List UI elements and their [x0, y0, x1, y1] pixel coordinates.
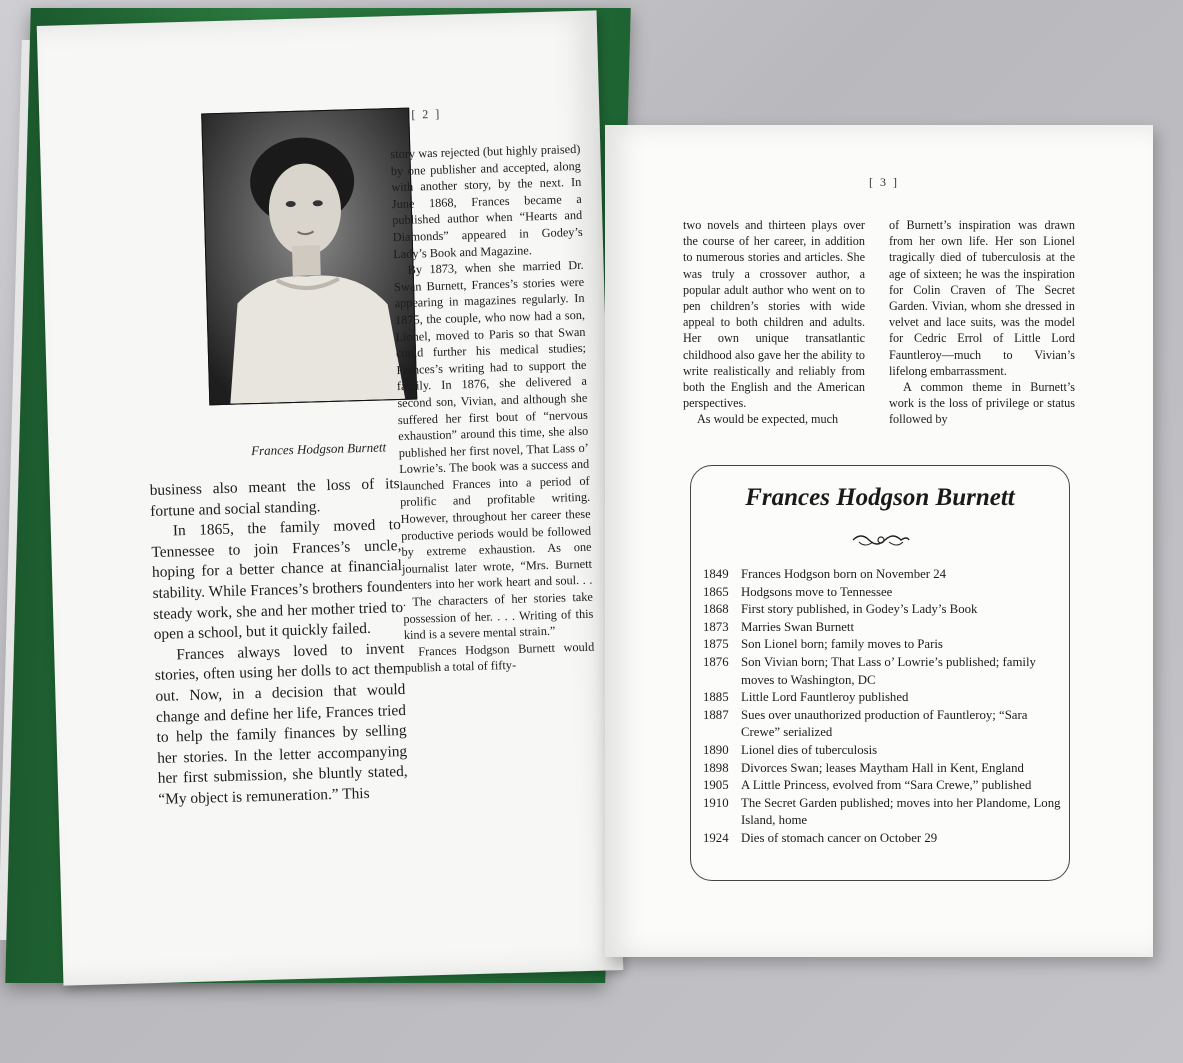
timeline-entry	[703, 619, 1063, 637]
timeline-year: 1887	[703, 707, 729, 722]
timeline-entry	[703, 601, 1063, 619]
paragraph: business also meant the loss of its fortune and social standing.	[149, 475, 400, 520]
timeline-list	[703, 566, 1063, 848]
left-page	[37, 10, 624, 985]
timeline-year: 1865	[703, 584, 729, 599]
timeline-entry	[703, 760, 1063, 778]
timeline-year: 1868	[703, 602, 729, 617]
timeline-text: Hodgsons move to Tennessee	[741, 584, 893, 599]
timeline-entry	[703, 777, 1063, 795]
timeline-text: Frances Hodgson born on November 24	[741, 567, 947, 581]
timeline-entry	[703, 689, 1063, 707]
right-column-text	[390, 141, 595, 677]
timeline-year: 1910	[703, 795, 729, 810]
paragraph: Frances always loved to invent stories, often using her dolls to act them out. Now, in a decision that would change and define her life, Frances tried to help the family finances by selling her stories. In the letter accompanying her first submission, she bluntly stated, “My object is remuneration.” This	[154, 639, 408, 808]
timeline-year: 1898	[703, 760, 729, 775]
paragraph: As would be expected, much	[697, 412, 839, 427]
timeline-text: A Little Princess, evolved from “Sara Crewe,” published	[741, 778, 1032, 793]
timeline-text: Sues over unauthorized production of Fauntleroy; “Sara Crewe” serialized	[741, 707, 1028, 740]
timeline-entry	[703, 830, 1063, 848]
timeline-text: Son Lionel born; family moves to Paris	[741, 637, 943, 652]
timeline-text: Little Lord Fauntleroy published	[741, 690, 909, 705]
timeline-entry	[703, 795, 1063, 830]
timeline-text: Son Vivian born; That Lass o’ Lowrie’s published; family moves to Washington, DC	[741, 654, 1036, 687]
page-number: [ 3 ]	[869, 175, 899, 189]
paragraph: A common theme in Burnett’s work is the loss of privilege or status followed by	[889, 380, 1075, 427]
timeline-entry	[703, 636, 1063, 654]
column-1-text	[683, 217, 865, 428]
paragraph: story was rejected (but highly praised) by one publisher and accepted, along with another story, by the next. In June 1868, Frances became a published author when “Hearts and Diamonds” appeared in Godey’s Lady’s Book and Magazine.	[390, 141, 583, 261]
paragraph: Frances Hodgson Burnett would publish a total of fifty-	[404, 639, 595, 676]
paragraph: two novels and thirteen plays over the course of her career, in addition to numerous stories and articles. She was truly a crossover author, a popular adult author who went on to pen children’s stories with wide appeal to both children and adults. Her own unique transatlantic childhood also gave her the ability to write realistically and reliably from both the English and the American perspectives.	[683, 218, 865, 411]
timeline-text: Marries Swan Burnett	[741, 619, 855, 634]
page-number: [ 2 ]	[411, 106, 442, 122]
timeline-year: 1885	[703, 690, 729, 705]
timeline-entry	[703, 742, 1063, 760]
timeline-entry	[703, 566, 1063, 584]
timeline-text: Dies of stomach cancer on October 29	[741, 830, 938, 845]
left-column-text	[149, 474, 408, 810]
timeline-year: 1873	[703, 619, 729, 634]
portrait-caption: Frances Hodgson Burnett	[250, 439, 387, 459]
timeline-year: 1890	[703, 742, 729, 757]
timeline-year: 1849	[703, 567, 729, 581]
timeline-year: 1905	[703, 778, 729, 793]
paragraph: By 1873, when she married Dr. Swan Burnett, Frances’s stories were appearing in magazines regularly. In 1875, the couple, who now had a son, Lionel, moved to Paris so that Swan could further his medical studies; Frances’s writing had to support the family. In 1876, she delivered a second son, Vivian, and although she suffered her first bout of “nervous exhaustion” around this time, she also published her first novel, That Lass o’ Lowrie’s. The book was a success and launched Frances into a period of prolific and profitable writing. However, throughout her career these productive periods would be followed by extreme exhaustion. As one journalist later wrote, “Mrs. Burnett enters into her work heart and soul. . . . The characters of her stories take possession of her. . . . Writing of this kind is a severe mental strain.”	[393, 257, 594, 643]
timeline-title: Frances Hodgson Burnett	[745, 484, 1015, 511]
column-2-text	[889, 217, 1075, 428]
timeline-year: 1875	[703, 637, 729, 652]
timeline-box	[690, 465, 1070, 881]
timeline-text: The Secret Garden published; moves into her Plandome, Long Island, home	[741, 795, 1061, 828]
timeline-text: First story published, in Godey’s Lady’s Book	[741, 602, 978, 617]
timeline-entry	[703, 654, 1063, 689]
right-page	[605, 125, 1153, 957]
paragraph: of Burnett’s inspiration was drawn from her own life. Her son Lionel tragically died of tuberculosis at the age of sixteen; he was the inspiration for Colin Craven of The Secret Garden. Vivian, whom she dressed in velvet and lace suits, was the model for Cedric Errol of Little Lord Fauntleroy—much to Vivian’s lifelong embarrassment.	[889, 218, 1075, 378]
timeline-entry	[703, 584, 1063, 602]
author-portrait	[201, 108, 417, 406]
timeline-entry	[703, 707, 1063, 742]
paragraph: In 1865, the family moved to Tennessee to join Frances’s uncle, hoping for a better chance at financial stability. While Frances’s brothers found steady work, she and her mother tried to open a school, but it quickly failed.	[151, 516, 404, 644]
timeline-text: Divorces Swan; leases Maytham Hall in Kent, England	[741, 760, 1024, 775]
timeline-year: 1924	[703, 830, 729, 845]
timeline-text: Lionel dies of tuberculosis	[741, 742, 878, 757]
timeline-year: 1876	[703, 654, 729, 669]
flourish-ornament-icon	[851, 530, 911, 550]
